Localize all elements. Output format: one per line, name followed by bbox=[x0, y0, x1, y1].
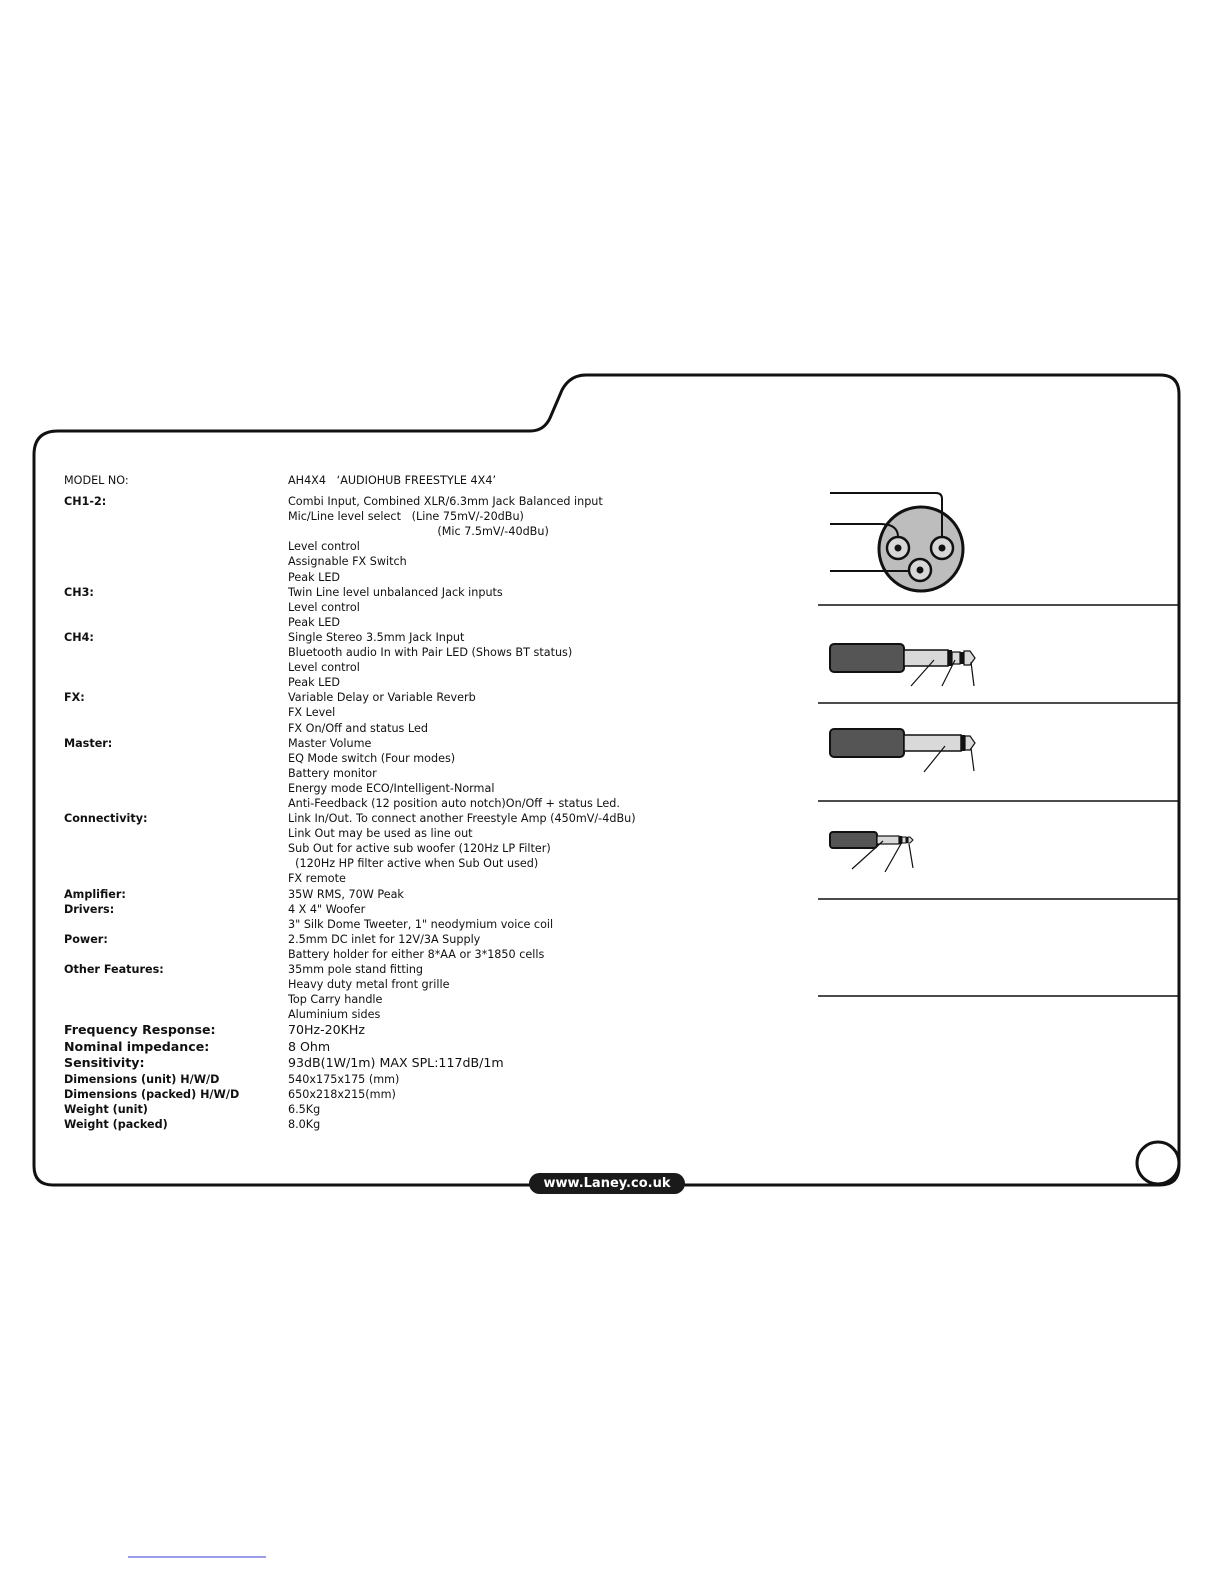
spec-value: 2.5mm DC inlet for 12V/3A Supply bbox=[288, 932, 481, 946]
spec-label: Weight (packed) bbox=[64, 1118, 168, 1132]
spec-line bbox=[64, 721, 764, 736]
spec-label: FX: bbox=[64, 691, 85, 705]
spec-line bbox=[64, 615, 764, 630]
spec-label: Power: bbox=[64, 932, 108, 946]
mini-jack-diagram bbox=[830, 832, 913, 872]
spec-label: Dimensions (packed) H/W/D bbox=[64, 1087, 240, 1101]
spec-value: Top Carry handle bbox=[288, 993, 383, 1007]
spec-line bbox=[64, 826, 764, 841]
spec-value: Master Volume bbox=[288, 736, 372, 750]
spec-line bbox=[64, 675, 764, 690]
spec-value: Level control bbox=[288, 661, 360, 675]
spec-value: 70Hz-20KHz bbox=[288, 1022, 366, 1038]
spec-label bbox=[64, 871, 288, 886]
performance-row bbox=[64, 1055, 764, 1072]
spec-line bbox=[64, 841, 764, 856]
spec-line bbox=[64, 932, 764, 947]
spec-value: FX remote bbox=[288, 872, 346, 886]
spec-value: Level control bbox=[288, 600, 360, 614]
spec-value: FX On/Off and status Led bbox=[288, 721, 428, 735]
spec-value: Peak LED bbox=[288, 570, 341, 584]
spec-value: EQ Mode switch (Four modes) bbox=[288, 751, 456, 765]
spec-line bbox=[64, 1007, 764, 1022]
spec-line bbox=[64, 736, 764, 751]
spec-label bbox=[64, 977, 288, 992]
spec-line bbox=[64, 992, 764, 1007]
model-row bbox=[64, 473, 764, 488]
spec-label: CH4: bbox=[64, 630, 94, 644]
spec-line bbox=[64, 494, 764, 509]
dimension-row bbox=[64, 1072, 764, 1087]
spec-sheet bbox=[64, 473, 764, 1132]
spec-label bbox=[64, 705, 288, 720]
spec-label bbox=[64, 856, 288, 871]
spec-value: Aluminium sides bbox=[288, 1008, 381, 1022]
spec-value: 3" Silk Dome Tweeter, 1" neodymium voice coil bbox=[288, 917, 554, 931]
spec-label: Sensitivity: bbox=[64, 1055, 145, 1071]
dimension-row bbox=[64, 1087, 764, 1102]
spec-value: Link In/Out. To connect another Freestyle Amp (450mV/-4dBu) bbox=[288, 812, 636, 826]
performance-row bbox=[64, 1039, 764, 1056]
spec-value: Battery monitor bbox=[288, 766, 377, 780]
spec-label: Frequency Response: bbox=[64, 1022, 216, 1038]
spec-line bbox=[64, 811, 764, 826]
spec-label bbox=[64, 992, 288, 1007]
spec-value: Peak LED bbox=[288, 676, 341, 690]
spec-label bbox=[64, 1007, 288, 1022]
spec-line bbox=[64, 524, 764, 539]
spec-sections bbox=[64, 494, 764, 1022]
spec-label bbox=[64, 917, 288, 932]
spec-line bbox=[64, 690, 764, 705]
dimension-specs bbox=[64, 1072, 764, 1132]
spec-line bbox=[64, 917, 764, 932]
spec-line bbox=[64, 902, 764, 917]
spec-line bbox=[64, 856, 764, 871]
spec-line bbox=[64, 887, 764, 902]
spec-label: Drivers: bbox=[64, 902, 115, 916]
spec-value: 35W RMS, 70W Peak bbox=[288, 887, 404, 901]
spec-label: Master: bbox=[64, 736, 113, 750]
trs-jack-diagram bbox=[830, 644, 975, 686]
spec-label bbox=[64, 751, 288, 766]
spec-value: 6.5Kg bbox=[288, 1103, 321, 1117]
spec-line bbox=[64, 600, 764, 615]
spec-line bbox=[64, 509, 764, 524]
spec-line bbox=[64, 962, 764, 977]
spec-value: FX Level bbox=[288, 706, 336, 720]
spec-line bbox=[64, 871, 764, 886]
spec-label bbox=[64, 781, 288, 796]
spec-value: Assignable FX Switch bbox=[288, 555, 407, 569]
website-badge[interactable]: www.Laney.co.uk bbox=[529, 1173, 685, 1194]
spec-value: Anti-Feedback (12 position auto notch)On/Off + status Led. bbox=[288, 796, 620, 810]
spec-value: Combi Input, Combined XLR/6.3mm Jack Balanced input bbox=[288, 495, 603, 509]
model-value: AH4X4 ‘AUDIOHUB FREESTYLE 4X4’ bbox=[288, 474, 497, 487]
spec-label bbox=[64, 660, 288, 675]
spec-value: 540x175x175 (mm) bbox=[288, 1072, 400, 1086]
spec-value: (120Hz HP filter active when Sub Out used) bbox=[288, 857, 539, 871]
spec-line bbox=[64, 796, 764, 811]
spec-label bbox=[64, 554, 288, 569]
spec-line bbox=[64, 705, 764, 720]
spec-label bbox=[64, 539, 288, 554]
spec-value: 35mm pole stand fitting bbox=[288, 963, 424, 976]
spec-value: Mic/Line level select (Line 75mV/-20dBu) bbox=[288, 510, 524, 524]
xlr-connector-diagram bbox=[830, 493, 963, 591]
spec-label bbox=[64, 947, 288, 962]
spec-line bbox=[64, 570, 764, 585]
spec-value: 8 Ohm bbox=[288, 1038, 331, 1054]
spec-value: Sub Out for active sub woofer (120Hz LP Filter) bbox=[288, 842, 551, 856]
spec-line bbox=[64, 554, 764, 569]
spec-line bbox=[64, 766, 764, 781]
spec-label: Weight (unit) bbox=[64, 1103, 148, 1117]
spec-value: Bluetooth audio In with Pair LED (Shows BT status) bbox=[288, 646, 573, 660]
dimension-row bbox=[64, 1102, 764, 1117]
spec-line bbox=[64, 947, 764, 962]
spec-line bbox=[64, 977, 764, 992]
spec-label: Other Features: bbox=[64, 963, 164, 976]
spec-value: 4 X 4" Woofer bbox=[288, 902, 366, 916]
spec-label bbox=[64, 826, 288, 841]
spec-label: Dimensions (unit) H/W/D bbox=[64, 1072, 220, 1086]
spec-label: CH3: bbox=[64, 585, 94, 599]
spec-label bbox=[64, 524, 288, 539]
spec-label bbox=[64, 796, 288, 811]
spec-line bbox=[64, 751, 764, 766]
dimension-row bbox=[64, 1117, 764, 1132]
spec-line bbox=[64, 539, 764, 554]
spec-line bbox=[64, 630, 764, 645]
performance-specs bbox=[64, 1022, 764, 1072]
spec-value: 650x218x215(mm) bbox=[288, 1087, 396, 1101]
spec-label bbox=[64, 615, 288, 630]
spec-value: Twin Line level unbalanced Jack inputs bbox=[288, 585, 503, 599]
spec-label: CH1-2: bbox=[64, 495, 107, 509]
spec-label bbox=[64, 509, 288, 524]
spec-label bbox=[64, 766, 288, 781]
spec-value: Variable Delay or Variable Reverb bbox=[288, 691, 476, 705]
spec-value: Heavy duty metal front grille bbox=[288, 978, 450, 992]
spec-line bbox=[64, 645, 764, 660]
performance-row bbox=[64, 1022, 764, 1039]
spec-value: Level control bbox=[288, 540, 360, 554]
ts-jack-diagram bbox=[830, 729, 975, 772]
spec-label bbox=[64, 570, 288, 585]
spec-label: Connectivity: bbox=[64, 812, 148, 826]
spec-label bbox=[64, 721, 288, 736]
spec-label bbox=[64, 841, 288, 856]
spec-label: Nominal impedance: bbox=[64, 1038, 210, 1054]
spec-value: Peak LED bbox=[288, 615, 341, 629]
spec-value: 8.0Kg bbox=[288, 1118, 321, 1132]
spec-value: 93dB(1W/1m) MAX SPL:117dB/1m bbox=[288, 1055, 504, 1071]
spec-value: Energy mode ECO/Intelligent-Normal bbox=[288, 781, 495, 795]
spec-line bbox=[64, 585, 764, 600]
spec-line bbox=[64, 781, 764, 796]
spec-value: Single Stereo 3.5mm Jack Input bbox=[288, 630, 465, 644]
spec-label bbox=[64, 600, 288, 615]
spec-value: (Mic 7.5mV/-40dBu) bbox=[288, 525, 549, 539]
spec-value: Battery holder for either 8*AA or 3*1850 cells bbox=[288, 947, 545, 961]
spec-label: Amplifier: bbox=[64, 887, 126, 901]
spec-value: Link Out may be used as line out bbox=[288, 827, 473, 841]
spec-line bbox=[64, 660, 764, 675]
spec-label bbox=[64, 645, 288, 660]
model-label: MODEL NO: bbox=[64, 474, 129, 487]
spec-label bbox=[64, 675, 288, 690]
